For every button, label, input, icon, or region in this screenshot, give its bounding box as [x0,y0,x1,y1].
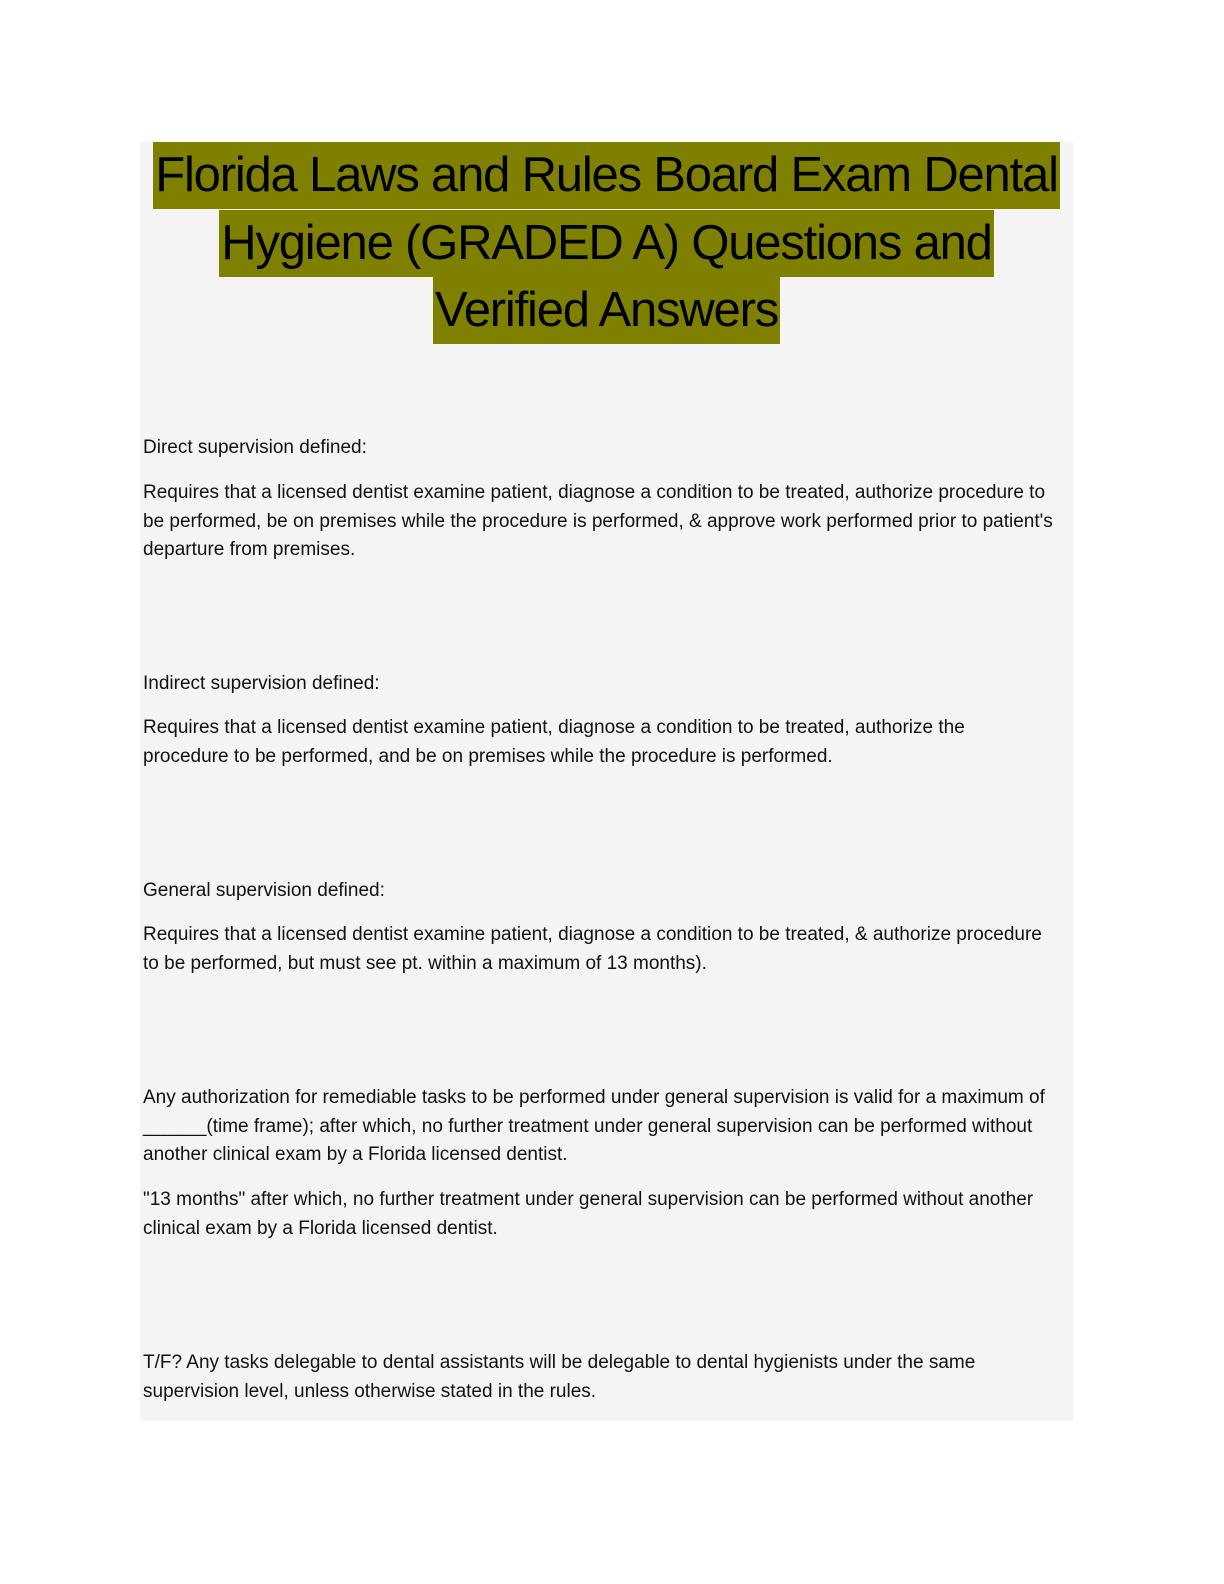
answer-1: Requires that a licensed dentist examine patient, diagnose a condition to be treated, authorize procedure to be performed, be on premises while the procedure is performed, & approve work performed prior to patient's departure from premises. [143,482,1053,561]
document-title [140,142,1073,345]
answer-4: "13 months" after which, no further treatment under general supervision can be performed without another clinical exam by a Florida licensed dentist. [143,1189,1034,1239]
title-line-1: Florida Laws and Rules Board Exam Dental [153,142,1060,209]
question-1: Direct supervision defined: [143,437,367,458]
question-4: Any authorization for remediable tasks to be performed under general supervision is valid for a maximum of ______(time frame); after which, no further treatment under general supervision can be performed without another clinical exam by a Florida licensed dentist. [143,1087,1045,1166]
question-2: Indirect supervision defined: [143,673,380,694]
title-line-3: Verified Answers [433,277,780,344]
question-5: T/F? Any tasks delegable to dental assistants will be delegable to dental hygienists under the same supervision level, unless otherwise stated in the rules. [143,1352,976,1402]
answer-3: Requires that a licensed dentist examine patient, diagnose a condition to be treated, & authorize procedure to be performed, but must see pt. within a maximum of 13 months). [143,924,1042,974]
title-line-2: Hygiene (GRADED A) Questions and [219,210,993,277]
question-3: General supervision defined: [143,880,385,901]
answer-2: Requires that a licensed dentist examine patient, diagnose a condition to be treated, authorize the procedure to be performed, and be on premises while the procedure is performed. [143,717,965,767]
